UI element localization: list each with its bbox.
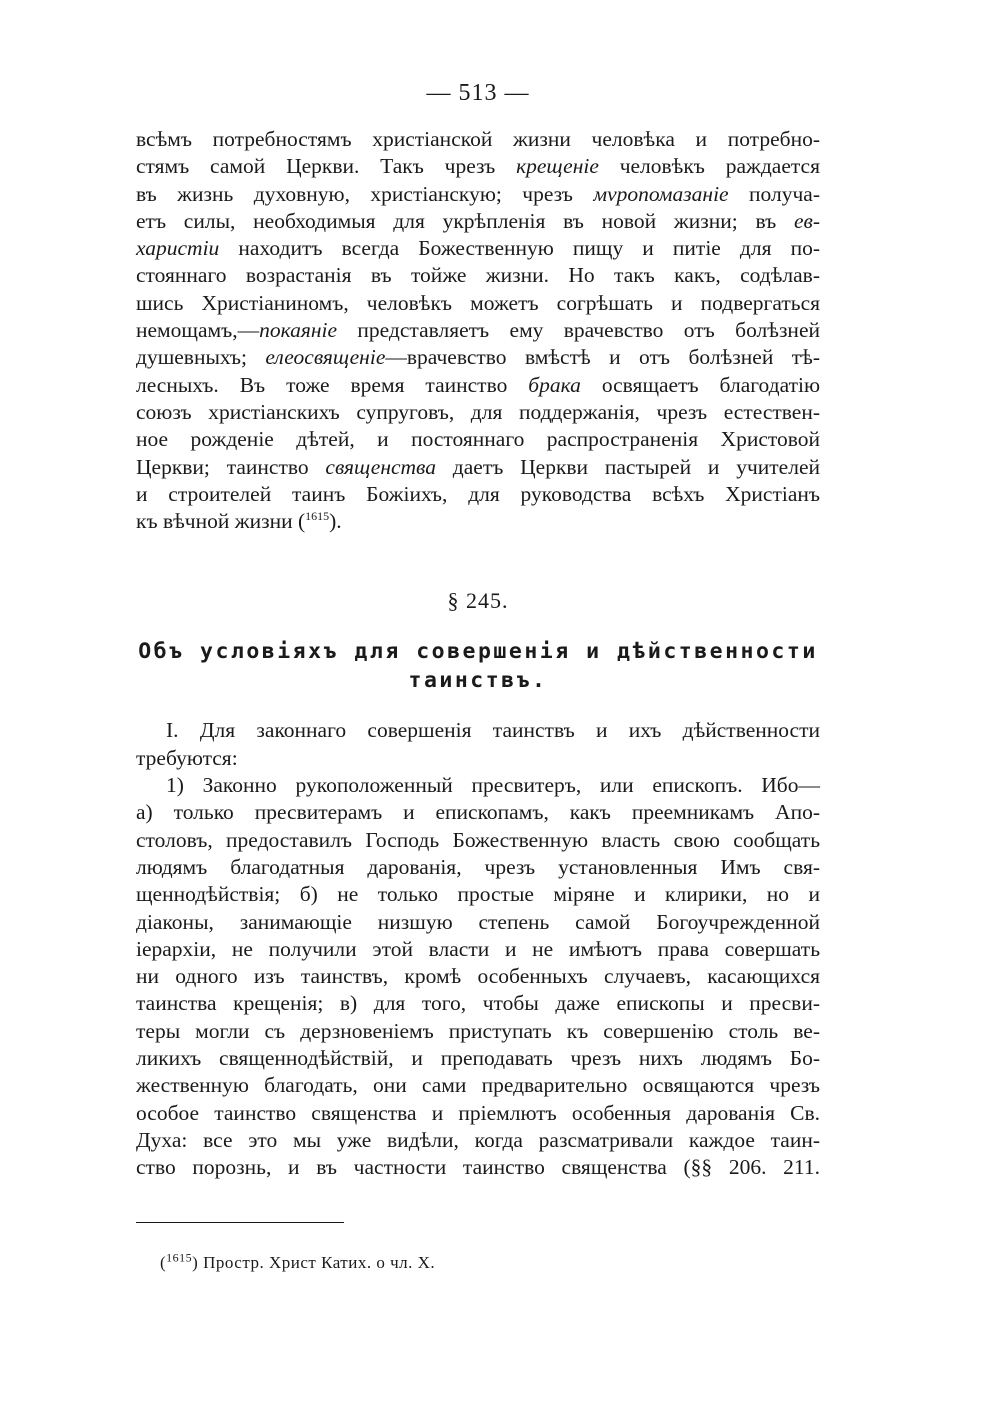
footnote-reference: 1615: [305, 509, 330, 523]
text-line: харистіи находитъ всегда Божественную пищу и питіе для по-: [136, 236, 820, 261]
emphasis-baptism: крещеніе: [516, 154, 599, 179]
text-line: всѣмъ потребностямъ христіанской жизни человѣка и потребно-: [136, 127, 820, 151]
text-line: жественную благодать, они сами предварительно освящаются чрезъ: [136, 1073, 820, 1098]
document-page: [136, 78, 820, 1182]
text-line: немощамъ,—покаяніе представляетъ ему врачевство отъ болѣзней: [136, 318, 820, 343]
text-line: теры могли съ дерзновеніемъ приступать къ совершенію столь ве-: [136, 1018, 820, 1043]
footnote-number: 1615: [166, 1250, 193, 1265]
text-line: діаконы, занимающіе низшую степень самой Богоучрежденной: [136, 909, 820, 934]
text-line: а) только пресвитерамъ и епископамъ, какъ преемникамъ Апо-: [136, 800, 820, 825]
paragraph-sacraments-purpose: [136, 126, 820, 535]
emphasis-eucharist-part2: харистіи: [136, 236, 220, 261]
text-line: іерархіи, не получили этой власти и не имѣютъ права совершать: [136, 936, 820, 961]
footnote-divider: [136, 1222, 344, 1223]
text-line: ство порознь, и въ частности таинство священства (§§ 206. 211.: [136, 1155, 820, 1180]
text-line: союзъ христіанскихъ супруговъ, для поддержанія, чрезъ естествен-: [136, 399, 820, 424]
text-line: людямъ благодатныя дарованія, чрезъ установленныя Имъ свя-: [136, 854, 820, 879]
text-line: и строителей таинъ Божіихъ, для руководства всѣхъ Христіанъ: [136, 481, 820, 506]
page-number: — 513 —: [426, 80, 530, 106]
paragraph-requirement-minister: [136, 772, 820, 1181]
section-title-line: таинствъ.: [408, 668, 548, 694]
text-line: душевныхъ; елеосвященіе—врачевство вмѣстѣ и отъ болѣзней тѣ-: [136, 345, 820, 370]
text-line: столовъ, предоставилъ Господь Божественную власть свою сообщать: [136, 827, 820, 852]
paragraph-requirements-intro: [136, 717, 820, 772]
text-line: стямъ самой Церкви. Такъ чрезъ крещеніе человѣкъ раждается: [136, 154, 820, 179]
text-line: въ жизнь духовную, христіанскую; чрезъ мvропомазаніе получа-: [136, 181, 820, 206]
section-title-line: Объ условіяхъ для совершенія и дѣйственности: [138, 639, 818, 665]
footnote: ($^{1615}$) Простр. Христ Катих. о чл. X.: [160, 1250, 436, 1272]
footnote-text: Простр. Христ Катих. о чл. X.: [198, 1253, 436, 1272]
text-line: шись Христіаниномъ, человѣкъ можетъ согрѣшать и подвергаться: [136, 290, 820, 315]
section-title: [136, 637, 820, 695]
text-line: етъ силы, необходимыя для укрѣпленія въ новой жизни; въ ев-: [136, 208, 820, 233]
text-line: къ вѣчной жизни ($^{1615}$).: [136, 509, 342, 534]
text-line: ное рожденіе дѣтей, и постояннаго распространенія Христовой: [136, 427, 820, 452]
emphasis-priesthood: священства: [325, 454, 436, 479]
text-line: I. Для законнаго совершенія таинствъ и ихъ дѣйственности: [166, 718, 820, 743]
emphasis-unction: елеосвященіе: [265, 345, 386, 370]
emphasis-marriage: брака: [528, 372, 581, 397]
text-line: ликихъ священнодѣйствій, и преподавать чрезъ нихъ людямъ Бо-: [136, 1046, 820, 1071]
text-line: стояннаго возрастанія въ тойже жизни. Но такъ какъ, содѣлав-: [136, 263, 820, 288]
text-line: ни одного изъ таинствъ, кромѣ особенныхъ случаевъ, касающихся: [136, 964, 820, 989]
text-line: щеннодѣйствія; б) не только простые міряне и клирики, но и: [136, 882, 820, 907]
text-line: Духа: все это мы уже видѣли, когда разсматривали каждое таин-: [136, 1127, 820, 1152]
text-line: таинства крещенія; в) для того, чтобы даже епископы и пресви-: [136, 991, 820, 1016]
text-line: особое таинство священства и пріемлютъ особенныя дарованія Св.: [136, 1100, 820, 1125]
text-line: 1) Законно рукоположенный пресвитеръ, или епископъ. Ибо—: [166, 773, 820, 798]
text-line: требуются:: [136, 745, 238, 770]
emphasis-chrismation: мvропомазаніе: [593, 181, 729, 206]
text-line: Церкви; таинство священства даетъ Церкви пастырей и учителей: [136, 454, 820, 479]
emphasis-repentance: покаяніе: [259, 318, 338, 343]
section-number: § 245.: [447, 588, 509, 614]
emphasis-eucharist-part1: ев-: [793, 208, 820, 233]
text-line: лесныхъ. Въ тоже время таинство брака освящаетъ благодатію: [136, 372, 821, 397]
